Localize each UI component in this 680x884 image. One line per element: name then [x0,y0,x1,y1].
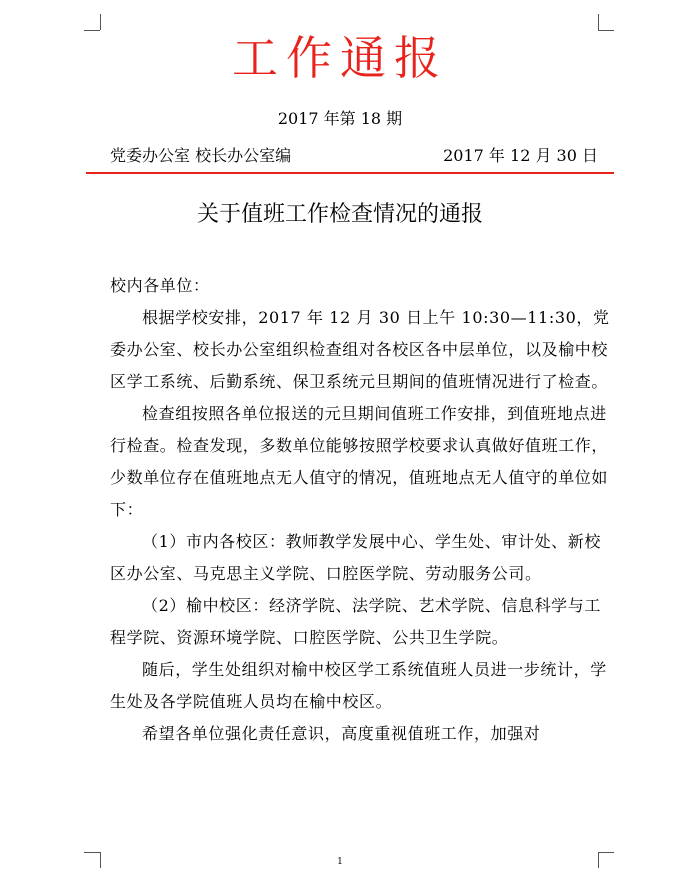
header-red-rule [86,172,614,174]
issue-number: 2017 年第 18 期 [277,109,403,128]
body-paragraph: 根据学校安排，2017 年 12 月 30 日上午 10:30—11:30，党委办公室、校长办公室组织检查组对各校区各中层单位，以及榆中校区学工系统、后勤系统、保卫系统元旦期间的值班情况进行了检查。 [110,308,610,391]
issue-date: 2017 年 12 月 30 日 [443,146,598,165]
document-body [110,270,610,750]
crop-mark-bottom-left [84,852,100,853]
page-number: 1 [337,857,343,867]
body-paragraph: （1）市内各校区：教师教学发展中心、学生处、审计处、新校区办公室、马克思主义学院、口腔医学院、劳动服务公司。 [110,532,601,583]
body-paragraph: 检查组按照各单位报送的元旦期间值班工作安排，到值班地点进行检查。检查发现，多数单位能够按照学校要求认真做好值班工作，少数单位存在值班地点无人值守的情况，值班地点无人值守的单位如下： [110,404,609,519]
body-paragraph: 随后，学生处组织对榆中校区学工系统值班人员进一步统计，学生处及各学院值班人员均在榆中校区。 [110,660,607,711]
crop-mark-bottom-right [598,852,614,853]
editor-line: 党委办公室 校长办公室编 [110,146,292,165]
salutation: 校内各单位： [110,276,210,295]
banner-title: 工作通报 [232,31,448,85]
body-paragraph: （2）榆中校区：经济学院、法学院、艺术学院、信息科学与工程学院、资源环境学院、口腔医学院、公共卫生学院。 [110,596,601,647]
body-paragraph: 希望各单位强化责任意识，高度重视值班工作，加强对 [142,724,541,743]
document-title: 关于值班工作检查情况的通报 [196,202,483,227]
